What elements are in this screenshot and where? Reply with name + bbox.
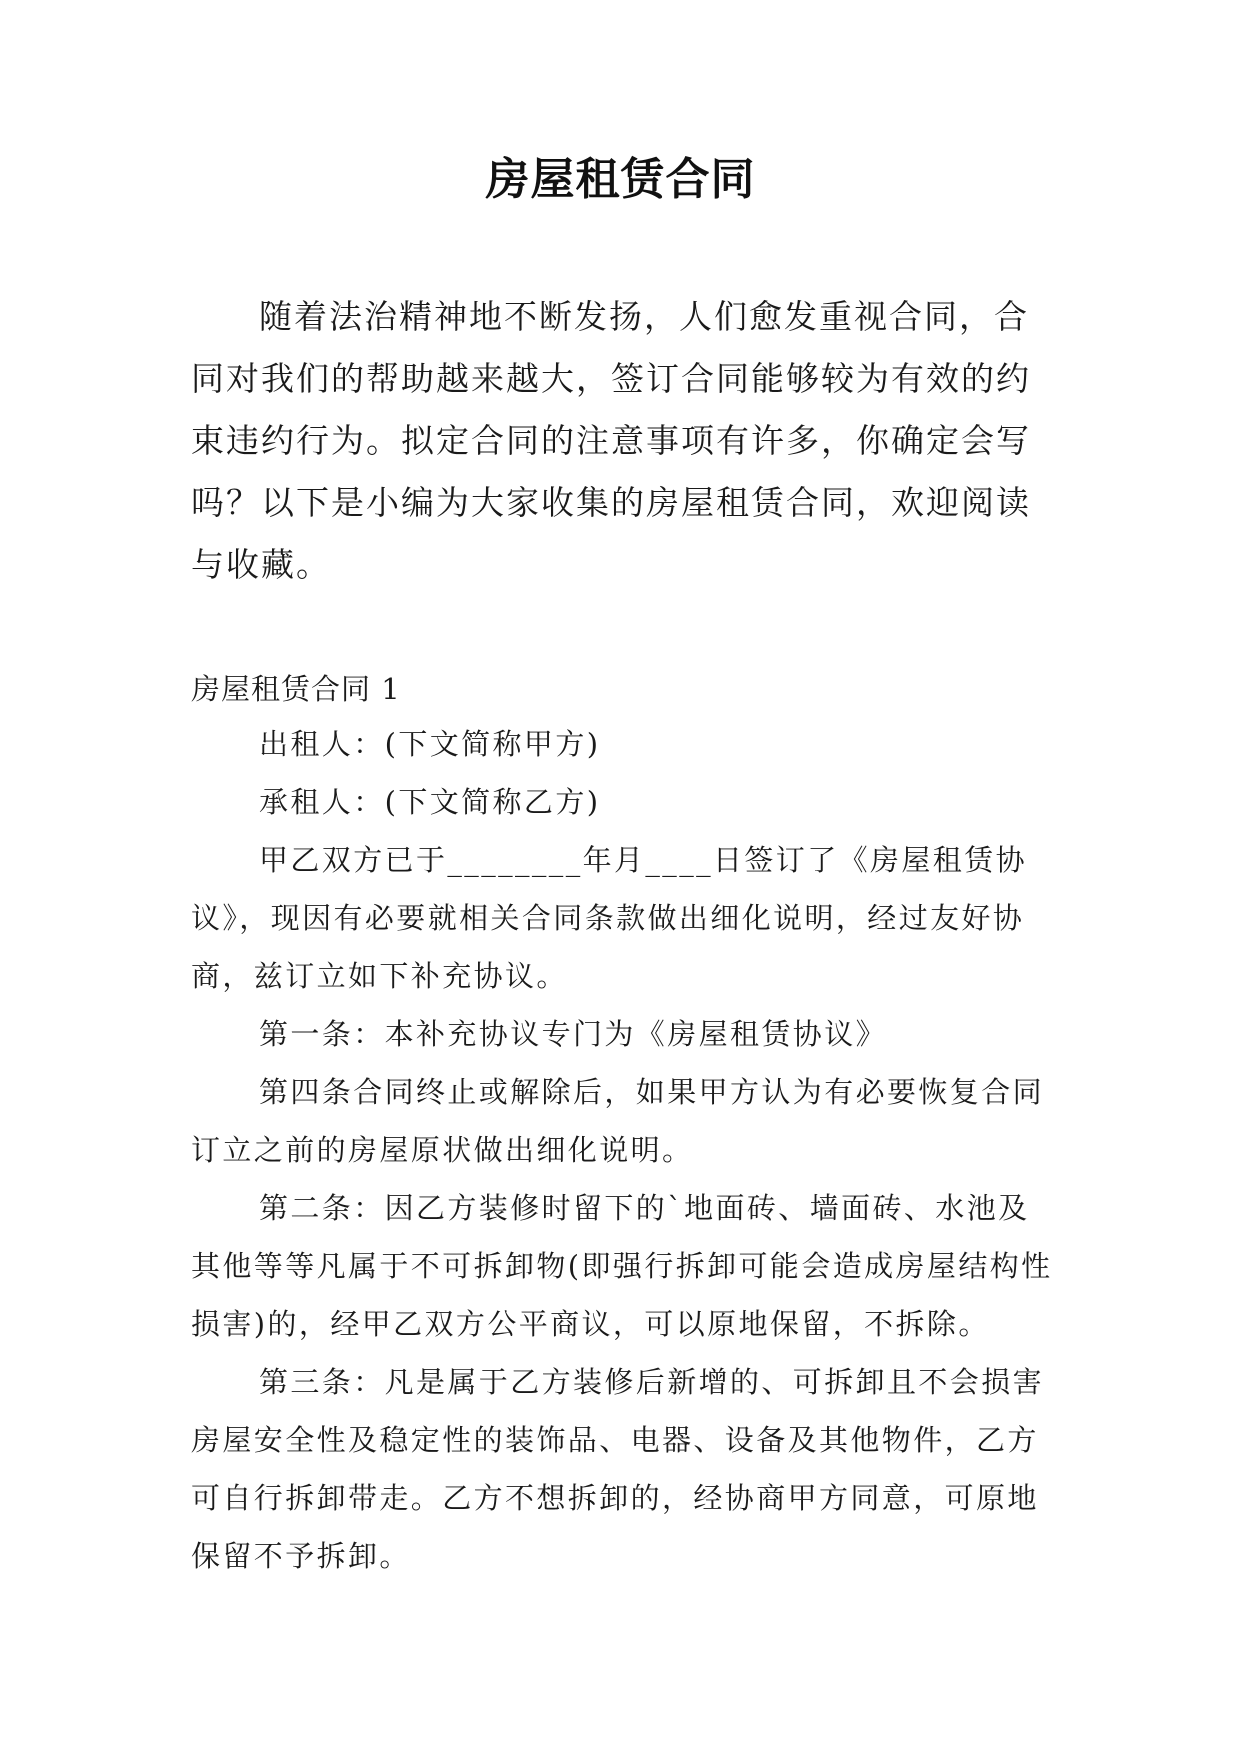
- agreement-preamble: 甲乙双方已于________年月____日签订了《房屋租赁协议》，现因有必要就相关合同条款做出细化说明，经过友好协商，兹订立如下补充协议。: [191, 843, 1028, 993]
- lessee-line: 承租人：(下文简称乙方): [259, 785, 601, 819]
- clause-4-reference: 第四条合同终止或解除后，如果甲方认为有必要恢复合同订立之前的房屋原状做出细化说明。: [191, 1075, 1045, 1167]
- lessor-line: 出租人：(下文简称甲方): [259, 727, 601, 761]
- intro-paragraph: 随着法治精神地不断发扬，人们愈发重视合同，合同对我们的帮助越来越大，签订合同能够较为有效的约束违约行为。拟定合同的注意事项有许多，你确定会写吗？以下是小编为大家收集的房屋租赁合同，欢迎阅读与收藏。: [191, 297, 1031, 584]
- intro-section: [191, 286, 1057, 596]
- clause-3: 第三条：凡是属于乙方装修后新增的、可拆卸且不会损害房屋安全性及稳定性的装饰品、电器、设备及其他物件，乙方可自行拆卸带走。乙方不想拆卸的，经协商甲方同意，可原地保留不予拆卸。: [191, 1365, 1045, 1573]
- document-body: [191, 286, 1057, 1585]
- contract-clauses: [191, 715, 1057, 1585]
- document-title: 房屋租赁合同: [485, 154, 756, 205]
- clause-1: 第一条：本补充协议专门为《房屋租赁协议》: [259, 1017, 888, 1051]
- clause-2: 第二条：因乙方装修时留下的`地面砖、墙面砖、水池及其他等等凡属于不可拆卸物(即强行拆卸可能会造成房屋结构性损害)的，经甲乙双方公平商议，可以原地保留，不拆除。: [191, 1191, 1053, 1341]
- section-heading: 房屋租赁合同 1: [191, 672, 401, 706]
